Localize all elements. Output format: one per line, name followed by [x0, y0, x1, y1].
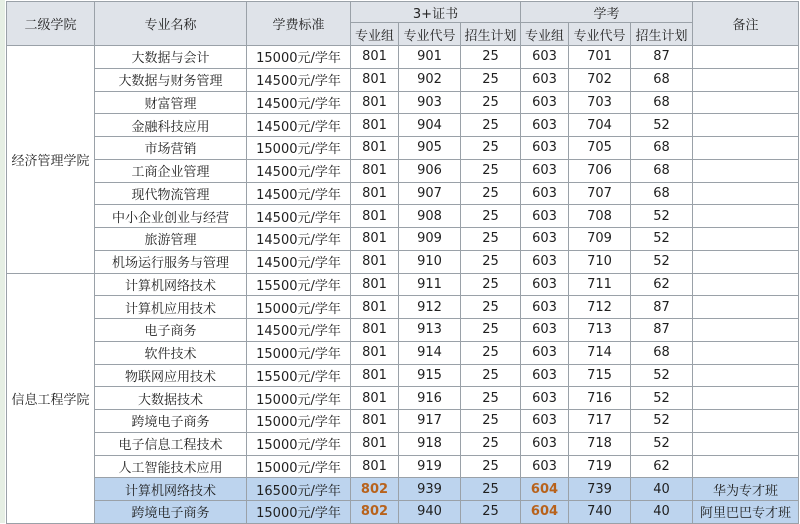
a-code-cell: 908: [399, 205, 461, 228]
b-group-cell: 603: [521, 114, 569, 137]
remark-cell: [693, 114, 799, 137]
remark-cell: [693, 46, 799, 69]
a-code-cell: 911: [399, 273, 461, 296]
header-tuition: 学费标准: [247, 2, 351, 46]
b-group-cell: 603: [521, 319, 569, 342]
table-row: [7, 46, 799, 69]
b-plan-cell: 62: [631, 273, 693, 296]
remark-cell: [693, 410, 799, 433]
remark-cell: [693, 319, 799, 342]
b-plan-cell: 52: [631, 228, 693, 251]
a-plan-cell: 25: [461, 273, 521, 296]
b-plan-cell: 68: [631, 91, 693, 114]
table-row: [7, 455, 799, 478]
major-name-cell: 现代物流管理: [95, 182, 247, 205]
tuition-cell: 15000元/学年: [247, 455, 351, 478]
a-plan-cell: 25: [461, 341, 521, 364]
a-group-cell: 801: [351, 296, 399, 319]
b-code-cell: 704: [569, 114, 631, 137]
tuition-cell: 15500元/学年: [247, 364, 351, 387]
tuition-cell: 14500元/学年: [247, 205, 351, 228]
major-name-cell: 电子信息工程技术: [95, 432, 247, 455]
b-plan-cell: 68: [631, 159, 693, 182]
a-plan-cell: 25: [461, 205, 521, 228]
a-group-cell: 801: [351, 159, 399, 182]
b-group-cell: 603: [521, 296, 569, 319]
b-plan-cell: 68: [631, 68, 693, 91]
b-plan-cell: 52: [631, 387, 693, 410]
b-group-cell: 603: [521, 410, 569, 433]
a-group-cell: 802: [351, 501, 399, 524]
remark-cell: [693, 250, 799, 273]
a-group-cell: 801: [351, 250, 399, 273]
a-plan-cell: 25: [461, 159, 521, 182]
header-a-code: 专业代号: [399, 23, 461, 46]
b-group-cell: 604: [521, 501, 569, 524]
b-plan-cell: 68: [631, 341, 693, 364]
a-group-cell: 801: [351, 455, 399, 478]
table-row: [7, 159, 799, 182]
table-row: [7, 501, 799, 524]
header-b-group: 专业组: [521, 23, 569, 46]
b-code-cell: 709: [569, 228, 631, 251]
major-name-cell: 市场营销: [95, 137, 247, 160]
a-group-cell: 801: [351, 182, 399, 205]
a-group-cell: 801: [351, 228, 399, 251]
b-code-cell: 713: [569, 319, 631, 342]
tuition-cell: 16500元/学年: [247, 478, 351, 501]
b-group-cell: 603: [521, 455, 569, 478]
header-college: 二级学院: [7, 2, 95, 46]
remark-cell: [693, 296, 799, 319]
remark-cell: [693, 387, 799, 410]
enrollment-table: [6, 1, 799, 524]
major-name-cell: 软件技术: [95, 341, 247, 364]
a-group-cell: 802: [351, 478, 399, 501]
tuition-cell: 14500元/学年: [247, 250, 351, 273]
a-code-cell: 909: [399, 228, 461, 251]
b-code-cell: 716: [569, 387, 631, 410]
header-remark: 备注: [693, 2, 799, 46]
table-row: [7, 114, 799, 137]
table-row: [7, 228, 799, 251]
a-code-cell: 916: [399, 387, 461, 410]
b-plan-cell: 87: [631, 46, 693, 69]
b-code-cell: 706: [569, 159, 631, 182]
major-name-cell: 大数据与财务管理: [95, 68, 247, 91]
college-cell: 信息工程学院: [7, 273, 95, 523]
a-code-cell: 907: [399, 182, 461, 205]
a-plan-cell: 25: [461, 387, 521, 410]
b-code-cell: 715: [569, 364, 631, 387]
b-group-cell: 603: [521, 159, 569, 182]
a-group-cell: 801: [351, 432, 399, 455]
remark-cell: [693, 432, 799, 455]
header-b-code: 专业代号: [569, 23, 631, 46]
a-plan-cell: 25: [461, 432, 521, 455]
a-code-cell: 904: [399, 114, 461, 137]
a-group-cell: 801: [351, 410, 399, 433]
major-name-cell: 跨境电子商务: [95, 410, 247, 433]
a-code-cell: 913: [399, 319, 461, 342]
a-plan-cell: 25: [461, 91, 521, 114]
remark-cell: [693, 273, 799, 296]
a-group-cell: 801: [351, 341, 399, 364]
b-group-cell: 603: [521, 364, 569, 387]
major-name-cell: 物联网应用技术: [95, 364, 247, 387]
table-row: [7, 387, 799, 410]
b-code-cell: 705: [569, 137, 631, 160]
b-group-cell: 603: [521, 228, 569, 251]
b-code-cell: 708: [569, 205, 631, 228]
tuition-cell: 15000元/学年: [247, 501, 351, 524]
header-group-3plus-cert: 3+证书: [351, 2, 521, 23]
table-row: [7, 296, 799, 319]
a-code-cell: 939: [399, 478, 461, 501]
a-code-cell: 917: [399, 410, 461, 433]
major-name-cell: 人工智能技术应用: [95, 455, 247, 478]
header-a-group: 专业组: [351, 23, 399, 46]
a-group-cell: 801: [351, 46, 399, 69]
b-group-cell: 603: [521, 432, 569, 455]
remark-cell: 华为专才班: [693, 478, 799, 501]
a-plan-cell: 25: [461, 296, 521, 319]
a-group-cell: 801: [351, 68, 399, 91]
a-plan-cell: 25: [461, 478, 521, 501]
b-code-cell: 719: [569, 455, 631, 478]
b-group-cell: 603: [521, 205, 569, 228]
remark-cell: [693, 68, 799, 91]
b-code-cell: 717: [569, 410, 631, 433]
a-code-cell: 902: [399, 68, 461, 91]
b-group-cell: 603: [521, 46, 569, 69]
b-group-cell: 604: [521, 478, 569, 501]
b-plan-cell: 68: [631, 182, 693, 205]
a-plan-cell: 25: [461, 364, 521, 387]
tuition-cell: 15000元/学年: [247, 296, 351, 319]
a-code-cell: 903: [399, 91, 461, 114]
a-code-cell: 940: [399, 501, 461, 524]
major-name-cell: 财富管理: [95, 91, 247, 114]
a-code-cell: 919: [399, 455, 461, 478]
b-group-cell: 603: [521, 387, 569, 410]
header-b-plan: 招生计划: [631, 23, 693, 46]
b-plan-cell: 87: [631, 319, 693, 342]
tuition-cell: 15000元/学年: [247, 410, 351, 433]
b-code-cell: 711: [569, 273, 631, 296]
b-group-cell: 603: [521, 68, 569, 91]
remark-cell: [693, 228, 799, 251]
b-plan-cell: 52: [631, 364, 693, 387]
a-code-cell: 918: [399, 432, 461, 455]
a-code-cell: 912: [399, 296, 461, 319]
header-major-name: 专业名称: [95, 2, 247, 46]
b-code-cell: 710: [569, 250, 631, 273]
remark-cell: [693, 341, 799, 364]
major-name-cell: 中小企业创业与经营: [95, 205, 247, 228]
b-plan-cell: 87: [631, 296, 693, 319]
table-row: [7, 432, 799, 455]
left-edge-strip: [0, 0, 5, 523]
a-group-cell: 801: [351, 137, 399, 160]
tuition-cell: 14500元/学年: [247, 68, 351, 91]
table-row: [7, 91, 799, 114]
major-name-cell: 计算机应用技术: [95, 296, 247, 319]
a-plan-cell: 25: [461, 228, 521, 251]
a-plan-cell: 25: [461, 182, 521, 205]
a-group-cell: 801: [351, 273, 399, 296]
a-plan-cell: 25: [461, 501, 521, 524]
table-row: [7, 319, 799, 342]
tuition-cell: 15000元/学年: [247, 387, 351, 410]
remark-cell: 阿里巴巴专才班: [693, 501, 799, 524]
a-plan-cell: 25: [461, 46, 521, 69]
tuition-cell: 15000元/学年: [247, 341, 351, 364]
b-code-cell: 702: [569, 68, 631, 91]
major-name-cell: 计算机网络技术: [95, 273, 247, 296]
a-code-cell: 905: [399, 137, 461, 160]
b-group-cell: 603: [521, 91, 569, 114]
b-code-cell: 718: [569, 432, 631, 455]
major-name-cell: 电子商务: [95, 319, 247, 342]
table-row: [7, 273, 799, 296]
b-group-cell: 603: [521, 341, 569, 364]
b-group-cell: 603: [521, 137, 569, 160]
b-plan-cell: 68: [631, 137, 693, 160]
table-row: [7, 68, 799, 91]
major-name-cell: 大数据与会计: [95, 46, 247, 69]
table-row: [7, 364, 799, 387]
b-code-cell: 739: [569, 478, 631, 501]
b-code-cell: 707: [569, 182, 631, 205]
major-name-cell: 机场运行服务与管理: [95, 250, 247, 273]
tuition-cell: 15000元/学年: [247, 137, 351, 160]
tuition-cell: 14500元/学年: [247, 159, 351, 182]
a-plan-cell: 25: [461, 114, 521, 137]
b-code-cell: 701: [569, 46, 631, 69]
tuition-cell: 15000元/学年: [247, 432, 351, 455]
b-plan-cell: 52: [631, 410, 693, 433]
major-name-cell: 计算机网络技术: [95, 478, 247, 501]
a-code-cell: 914: [399, 341, 461, 364]
a-plan-cell: 25: [461, 137, 521, 160]
a-plan-cell: 25: [461, 250, 521, 273]
tuition-cell: 15500元/学年: [247, 273, 351, 296]
remark-cell: [693, 364, 799, 387]
major-name-cell: 旅游管理: [95, 228, 247, 251]
college-cell: 经济管理学院: [7, 46, 95, 274]
table-row: [7, 341, 799, 364]
a-plan-cell: 25: [461, 319, 521, 342]
b-plan-cell: 40: [631, 501, 693, 524]
a-group-cell: 801: [351, 364, 399, 387]
b-code-cell: 740: [569, 501, 631, 524]
tuition-cell: 14500元/学年: [247, 319, 351, 342]
remark-cell: [693, 182, 799, 205]
a-plan-cell: 25: [461, 455, 521, 478]
b-plan-cell: 62: [631, 455, 693, 478]
a-code-cell: 910: [399, 250, 461, 273]
tuition-cell: 14500元/学年: [247, 228, 351, 251]
table-row: [7, 478, 799, 501]
remark-cell: [693, 91, 799, 114]
table-row: [7, 205, 799, 228]
b-plan-cell: 52: [631, 432, 693, 455]
tuition-cell: 14500元/学年: [247, 182, 351, 205]
table-body: [7, 46, 799, 524]
a-group-cell: 801: [351, 91, 399, 114]
header-group-xuekao: 学考: [521, 2, 693, 23]
major-name-cell: 跨境电子商务: [95, 501, 247, 524]
remark-cell: [693, 137, 799, 160]
b-group-cell: 603: [521, 250, 569, 273]
remark-cell: [693, 159, 799, 182]
table-row: [7, 137, 799, 160]
a-code-cell: 915: [399, 364, 461, 387]
b-plan-cell: 52: [631, 250, 693, 273]
remark-cell: [693, 455, 799, 478]
b-group-cell: 603: [521, 182, 569, 205]
b-code-cell: 714: [569, 341, 631, 364]
a-group-cell: 801: [351, 114, 399, 137]
table-row: [7, 182, 799, 205]
a-group-cell: 801: [351, 387, 399, 410]
a-code-cell: 901: [399, 46, 461, 69]
header-a-plan: 招生计划: [461, 23, 521, 46]
b-plan-cell: 52: [631, 205, 693, 228]
b-code-cell: 703: [569, 91, 631, 114]
b-plan-cell: 52: [631, 114, 693, 137]
tuition-cell: 14500元/学年: [247, 91, 351, 114]
table-row: [7, 410, 799, 433]
a-group-cell: 801: [351, 205, 399, 228]
major-name-cell: 金融科技应用: [95, 114, 247, 137]
table-row: [7, 250, 799, 273]
major-name-cell: 大数据技术: [95, 387, 247, 410]
b-code-cell: 712: [569, 296, 631, 319]
tuition-cell: 15000元/学年: [247, 46, 351, 69]
a-code-cell: 906: [399, 159, 461, 182]
a-plan-cell: 25: [461, 410, 521, 433]
tuition-cell: 14500元/学年: [247, 114, 351, 137]
b-plan-cell: 40: [631, 478, 693, 501]
table-header: [7, 2, 799, 46]
major-name-cell: 工商企业管理: [95, 159, 247, 182]
a-group-cell: 801: [351, 319, 399, 342]
remark-cell: [693, 205, 799, 228]
b-group-cell: 603: [521, 273, 569, 296]
a-plan-cell: 25: [461, 68, 521, 91]
